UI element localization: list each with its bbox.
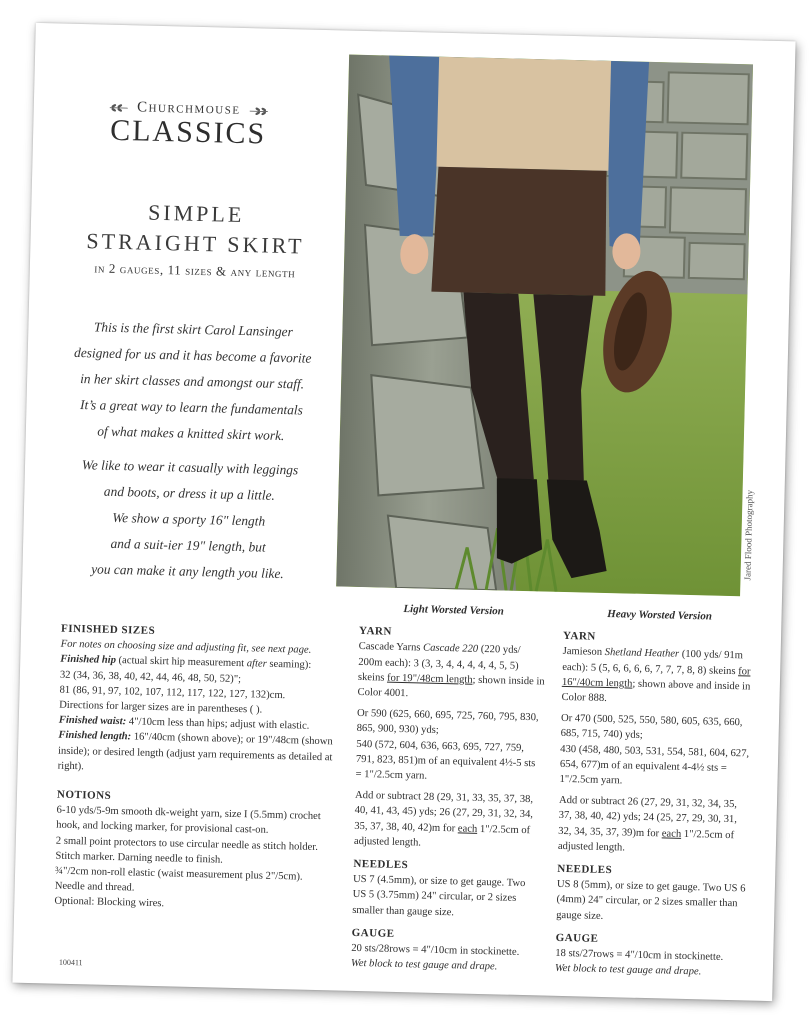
yarn-text: Cascade Yarns Cascade 220 (220 yds/ 200m each): 3 (3, 3, 4, 4, 4, 4, 4, 5, 5) skeins for 19"/48cm length; shown inside in Color 4001. [357, 641, 545, 700]
yarn-heading: YARN [562, 630, 596, 643]
pattern-code: 100411 [58, 957, 83, 968]
brand-top-text: Churchmouse [136, 99, 241, 118]
finished-length: Finished length: 16"/40cm (shown above); or 19"/48cm (shown inside); or desired length (adjust yarn requirements as detailed at right). [57, 730, 333, 773]
yardage-yds: Or 590 (625, 660, 695, 725, 760, 795, 830, 865, 900, 930) yds; [356, 708, 539, 737]
light-worsted-title: Light Worsted Version [403, 603, 504, 618]
needles-text: US 8 (5mm), or size to get gauge. Two US 6 (4mm) 24" circular, or 2 sizes smaller than gauge size. [556, 879, 746, 922]
gauge-heading: GAUGE [555, 931, 599, 945]
notions-item: Needle and thread. [54, 880, 135, 894]
larger-sizes-note: Directions for larger sizes are in parentheses ( ). [59, 699, 263, 716]
needles-heading: NEEDLES [353, 857, 409, 872]
notions-item: ¾"/2cm non-roll elastic (waist measurement plus 2"/5cm). [54, 865, 303, 883]
title-line-2: STRAIGHT SKIRT [86, 228, 305, 259]
heavy-worsted-column [555, 606, 756, 981]
gauge-text: 18 sts/27rows = 4"/10cm in stockinette. [555, 947, 724, 963]
yardage-yds: Or 470 (500, 525, 550, 580, 605, 635, 660, 685, 715, 740) yds; [560, 713, 743, 742]
brand-main-text: CLASSICS [109, 113, 267, 151]
length-adjust: Add or subtract 28 (29, 31, 33, 35, 37, 38, 40, 41, 43, 45) yds; 26 (27, 29, 31, 32, 34, 35, 37, 38, 40, 42)m for each 1"/2.5cm of adjusted length. [353, 790, 534, 849]
leaf-sprig-icon [109, 102, 129, 112]
intro-paragraph-1: This is the first skirt Carol Lansinger designed for us and it has become a favorite in her skirt classes and amongst our staff. It’s a great way to learn the fundamentals of what makes a knitted skirt work. [73, 319, 312, 444]
hip-cm: 81 (86, 91, 97, 102, 107, 112, 117, 122, 127, 132)cm. [59, 684, 286, 701]
intro-text [52, 314, 329, 597]
needles-text: US 7 (4.5mm), or size to get gauge. Two US 5 (3.75mm) 24" circular, or 2 sizes smaller than gauge size. [352, 874, 526, 918]
finished-waist: Finished waist: 4"/10cm less than hips; adjust with elastic. [58, 714, 310, 732]
photo-credit: Jared Flood Photography [742, 489, 755, 581]
gauge-note: Wet block to test gauge and drape. [554, 963, 702, 978]
yarn-heading: YARN [358, 625, 392, 638]
light-worsted-column [351, 601, 548, 976]
pattern-title [70, 198, 322, 282]
notions-item: Stitch marker. Darning needle to finish. [55, 850, 223, 866]
finished-sizes-heading: FINISHED SIZES [60, 622, 156, 637]
pattern-sheet [12, 23, 795, 1001]
finished-hip: Finished hip (actual skirt hip measurement after seaming): [60, 654, 312, 672]
needles-heading: NEEDLES [557, 862, 613, 877]
notions-heading: NOTIONS [56, 788, 112, 802]
yardage-m: 430 (458, 480, 503, 531, 554, 581, 604, 627, 654, 677)m of an equivalent 4-4½ sts = 1"/2.5cm yarn. [559, 743, 750, 787]
notions-item: 6-10 yds/5-9m smooth dk-weight yarn, size I (5.5mm) crochet hook, and locking marker, for provisional cast-on. [56, 804, 321, 837]
brand-logo [93, 98, 284, 152]
notions-item: 2 small point protectors to use circular needle as stitch holder. [55, 835, 319, 853]
notions-item: Optional: Blocking wires. [54, 896, 165, 910]
hip-inches: 32 (34, 36, 38, 40, 42, 44, 46, 48, 50, 52)"; [59, 669, 242, 685]
gauge-text: 20 sts/28rows = 4"/10cm in stockinette. [351, 942, 520, 959]
intro-paragraph-2: We like to wear it casually with leggings and boots, or dress it up a little. We show a sporty 16" length and a suit-ier 19" length, but you can make it any length you like. [81, 457, 299, 582]
gauge-note: Wet block to test gauge and drape. [350, 958, 498, 973]
skirt-photo [336, 55, 753, 597]
title-line-1: SIMPLE [147, 199, 245, 228]
gauge-heading: GAUGE [351, 926, 395, 940]
length-adjust: Add or subtract 26 (27, 29, 31, 32, 34, 35, 37, 38, 40, 42) yds; 24 (25, 27, 29, 30, 31, 32, 34, 35, 37, 39)m for each 1"/2.5cm of adjusted length. [557, 795, 738, 854]
photo-illustration [336, 55, 753, 597]
leaf-sprig-icon [248, 106, 268, 116]
sizes-notions-column [54, 622, 351, 917]
fit-notes: For notes on choosing size and adjusting fit, see next page. [60, 638, 312, 656]
yarn-text: Jamieson Shetland Heather (100 yds/ 91m each): 5 (5, 6, 6, 6, 6, 7, 7, 7, 8, 8) skeins for 16"/40cm length; shown above and inside in Color 888. [561, 646, 751, 705]
yardage-m: 540 (572, 604, 636, 663, 695, 727, 759, 791, 823, 851)m of an equivalent 4½-5 sts = 1"/2.5cm yarn. [355, 738, 536, 782]
pattern-subtitle: in 2 gauges, 11 sizes & any length [94, 260, 296, 281]
heavy-worsted-title: Heavy Worsted Version [607, 607, 713, 623]
